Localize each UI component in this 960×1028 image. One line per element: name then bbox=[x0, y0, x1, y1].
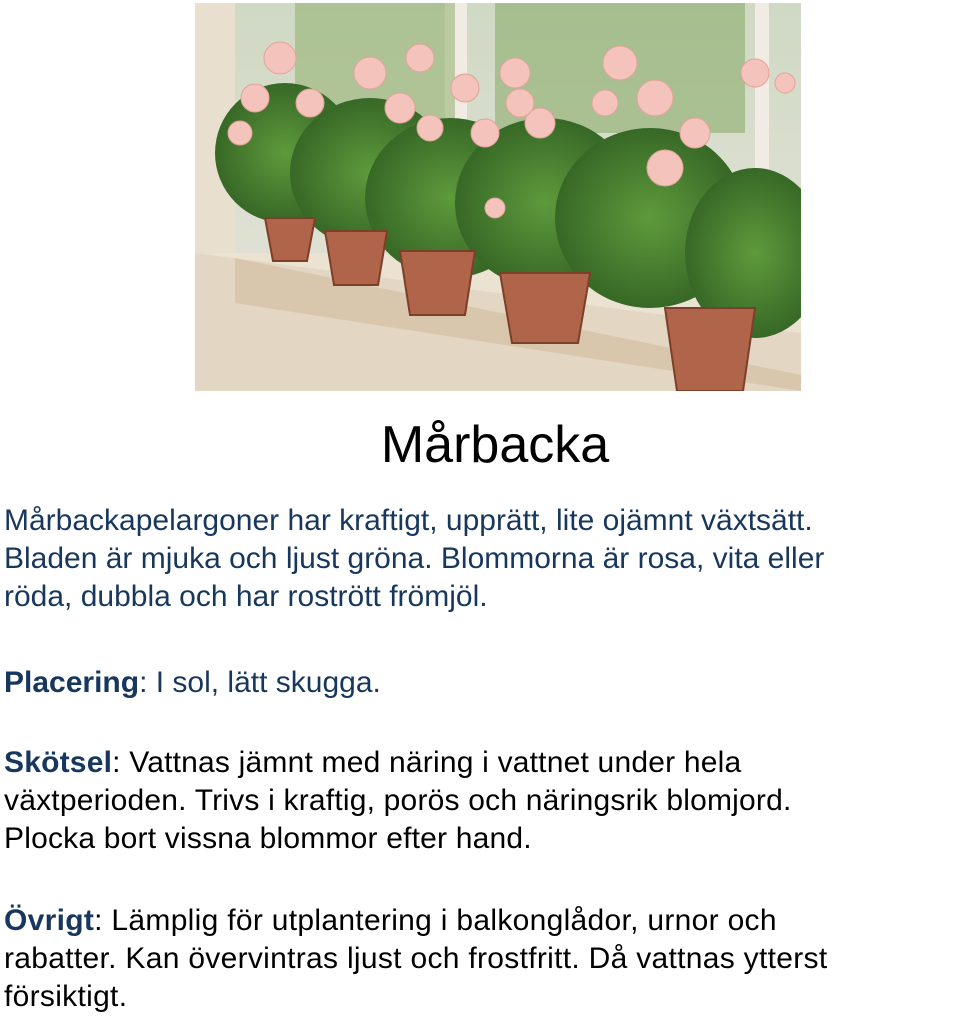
other-line: försiktigt. bbox=[4, 980, 128, 1013]
care-line: Plocka bort vissna blommor efter hand. bbox=[4, 822, 532, 855]
intro-line: Bladen är mjuka och ljust gröna. Blommorna är rosa, vita eller bbox=[4, 542, 825, 575]
other-line: rabatter. Kan övervintras ljust och frostfritt. Då vattnas ytterst bbox=[4, 942, 828, 975]
care-line: växtperioden. Trivs i kraftig, porös och näringsrik blomjord. bbox=[4, 784, 792, 817]
placement-colon: : bbox=[139, 666, 148, 699]
placement-text: I sol, lätt skugga. bbox=[147, 666, 381, 699]
intro-line: Mårbackapelargoner har kraftigt, upprätt, lite ojämnt växtsätt. bbox=[4, 504, 813, 537]
placement-label: Placering bbox=[4, 666, 140, 699]
placement-paragraph bbox=[4, 664, 960, 702]
intro-paragraph bbox=[4, 502, 960, 616]
care-colon: : bbox=[112, 746, 121, 779]
care-paragraph bbox=[4, 744, 960, 858]
geranium-photo bbox=[195, 3, 801, 391]
care-label: Skötsel bbox=[4, 746, 113, 779]
other-paragraph bbox=[4, 902, 960, 1016]
care-text: Vattnas jämnt med näring i vattnet under hela bbox=[120, 746, 742, 779]
other-label: Övrigt bbox=[4, 904, 95, 937]
intro-line: röda, dubbla och har rostrött frömjöl. bbox=[4, 580, 488, 613]
other-colon: : bbox=[94, 904, 103, 937]
other-text: Lämplig för utplantering i balkonglådor, urnor och bbox=[102, 904, 777, 937]
page-title: Mårbacka bbox=[380, 416, 610, 474]
